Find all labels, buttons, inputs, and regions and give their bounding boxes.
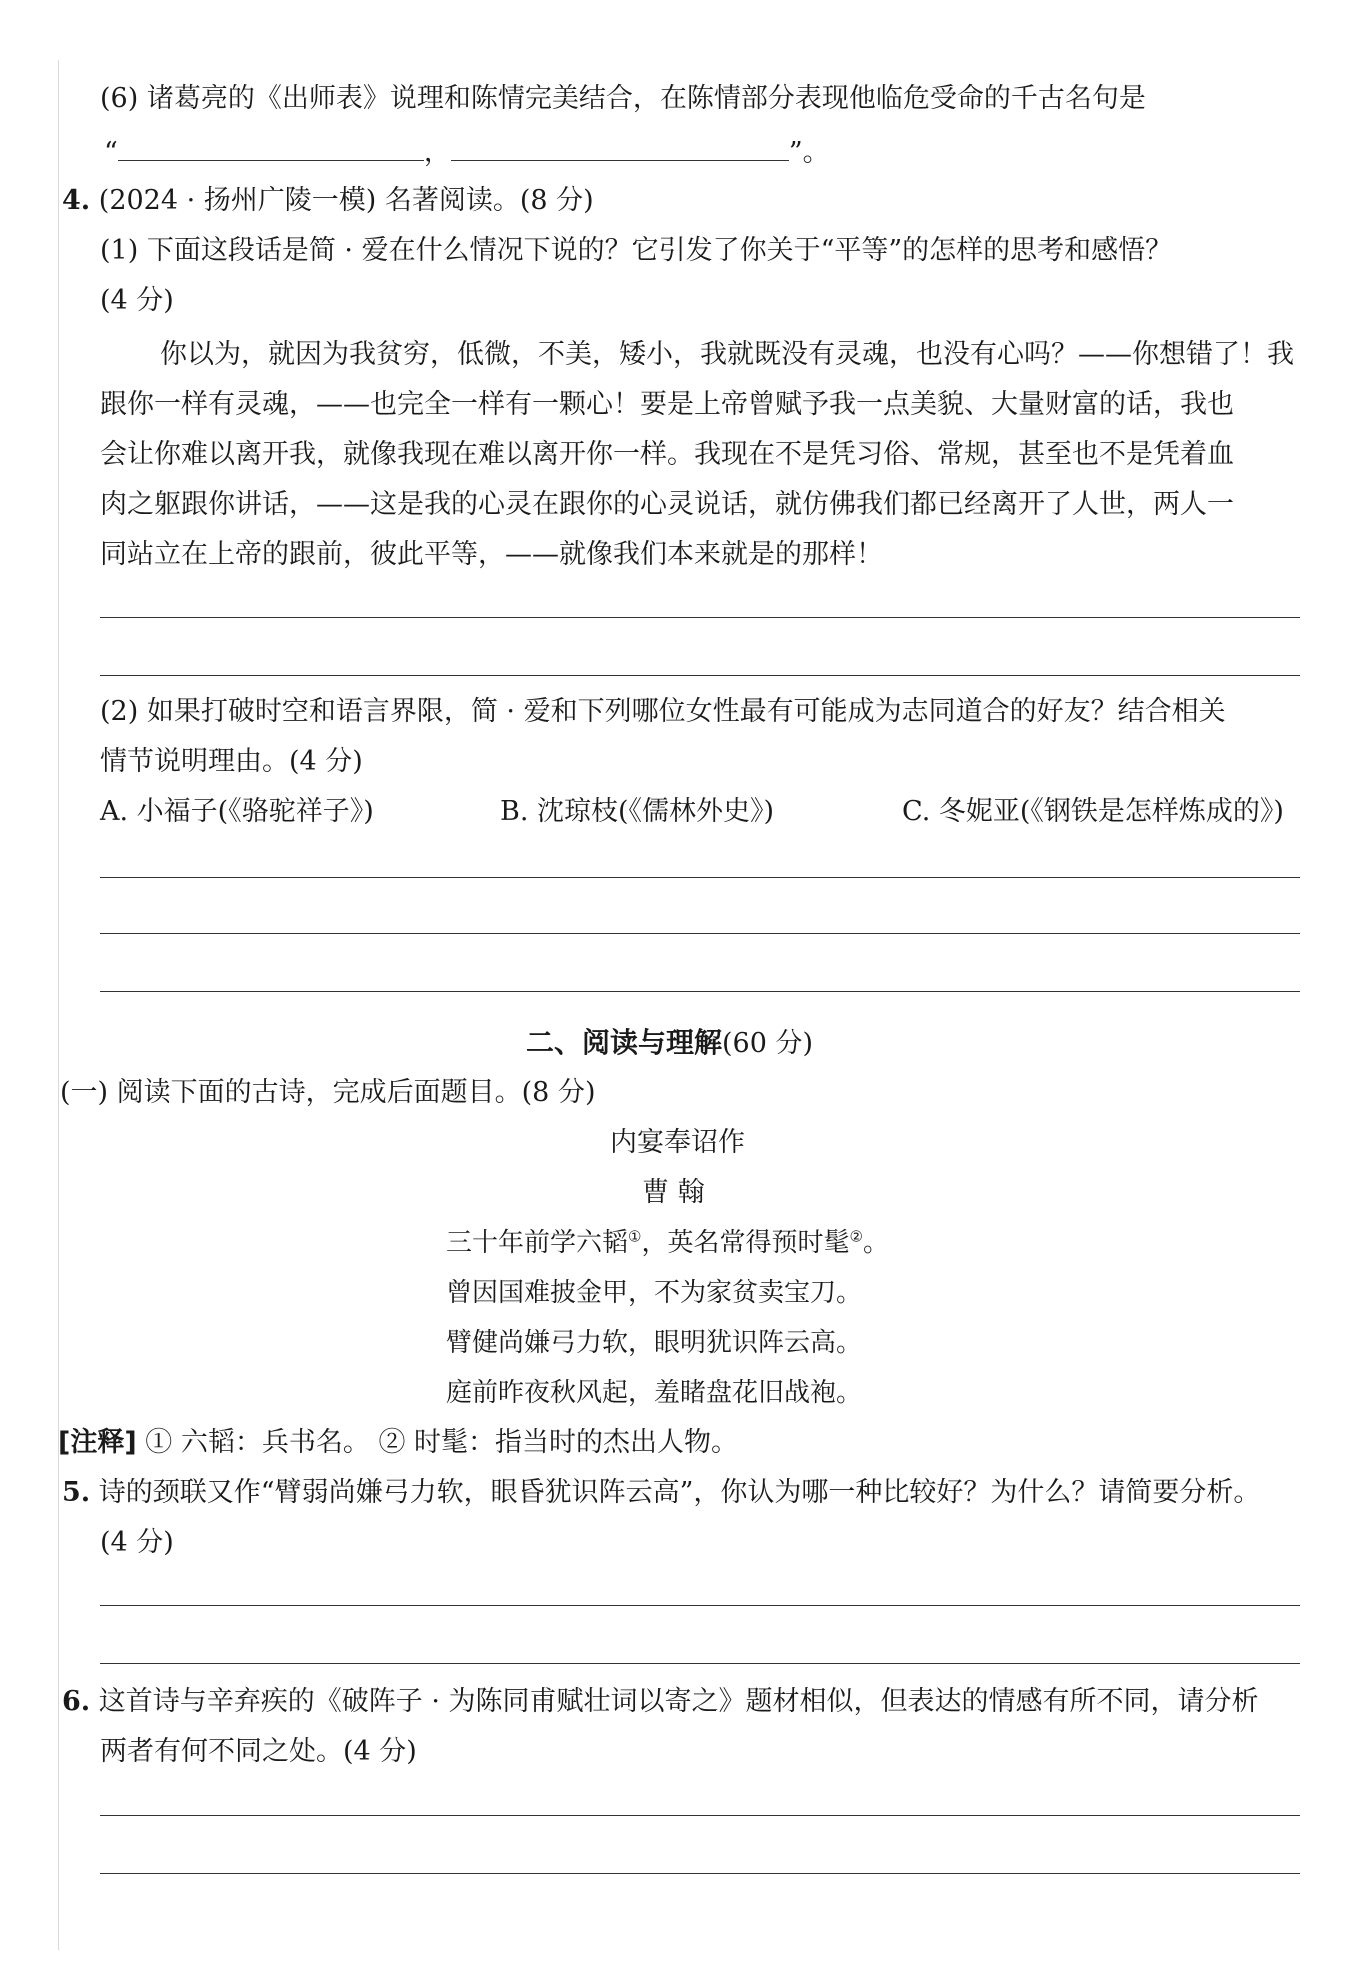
q4-1-line2: (4 分) [100,285,174,316]
poem-line: 臂健尚嫌弓力软，眼明犹识阵云高。 [446,1328,863,1358]
q5-line2: (4 分) [100,1527,174,1558]
section-heading-score: (60 分) [722,1028,814,1059]
answer-line[interactable] [100,991,1300,992]
quote-line: 跟你一样有灵魂，——也完全一样有一颗心！要是上帝曾赋予我一点美貌、大量财富的话，我也 [100,389,1234,420]
answer-line[interactable] [100,933,1300,934]
fill-blank-1[interactable] [118,159,424,161]
comma: ， [423,137,451,168]
answer-line[interactable] [100,1605,1300,1606]
q6-number: 6. [62,1686,91,1717]
q4-1-line1: (1) 下面这段话是简 · 爱在什么情况下说的？它引发了你关于“平等”的怎样的思考和感悟？ [100,235,1173,266]
q6 [62,1683,1259,1721]
answer-line[interactable] [100,877,1300,878]
q4-header [62,182,594,220]
footnote-marker: ① [628,1227,642,1246]
margin-rule [58,60,59,1950]
q6-text: 这首诗与辛弃疾的《破阵子 · 为陈同甫赋壮词以寄之》题材相似，但表达的情感有所不同，请分析 [98,1686,1259,1717]
q5-text: 诗的颈联又作“臂弱尚嫌弓力软，眼昏犹识阵云高”，你认为哪一种比较好？为什么？请简要分析。 [98,1477,1261,1508]
section-heading-text: 二、阅读与理解 [526,1026,723,1059]
poem-line: 庭前昨夜秋风起，羞睹盘花旧战袍。 [446,1378,863,1408]
option-a: A. 小福子(《骆驼祥子》) [100,796,374,827]
quote-line: 同站立在上帝的跟前，彼此平等，——就像我们本来就是的那样！ [100,539,883,570]
poem-text: 三十年前学六韬 [446,1228,629,1258]
q6-line2: 两者有何不同之处。(4 分) [100,1736,417,1767]
q3-6-text: (6) 诸葛亮的《出师表》说理和陈情完美结合，在陈情部分表现他临危受命的千古名句是 [100,83,1146,114]
option-b: B. 沈琼枝(《儒林外史》) [500,796,775,827]
q5 [62,1474,1260,1512]
poem-line: 曾因国难披金甲，不为家贫卖宝刀。 [446,1278,863,1308]
poem-text: 。 [862,1228,889,1258]
q4-number: 4. [62,185,91,216]
q5-number: 5. [62,1477,91,1508]
notes-label: [注释] [58,1427,137,1458]
footnote-marker: ② [849,1227,863,1246]
poem-line [446,1224,889,1262]
q4-header-text: (2024 · 扬州广陵一模) 名著阅读。(8 分) [98,185,594,216]
poem-notes [58,1424,738,1462]
quote-line: 会让你难以离开我，就像我现在难以离开你一样。我现在不是凭习俗、常规，甚至也不是凭着血 [100,439,1234,470]
q3-6-fill-row [104,134,830,172]
poem-text: ，英名常得预时髦 [641,1228,850,1258]
poem-author: 曹 翰 [642,1177,705,1208]
answer-line[interactable] [100,617,1300,618]
open-quote: “ [104,137,118,168]
fill-blank-2[interactable] [451,159,789,161]
quote-line: 肉之躯跟你讲话，——这是我的心灵在跟你的心灵说话，就仿佛我们都已经离开了人世，两人一 [100,489,1234,520]
close-quote: ”。 [788,137,830,168]
answer-line[interactable] [100,1663,1300,1664]
notes-text: ① 六韬：兵书名。 ② 时髦：指当时的杰出人物。 [145,1427,739,1458]
subsection-1: (一) 阅读下面的古诗，完成后面题目。(8 分) [60,1077,596,1108]
option-c: C. 冬妮亚(《钢铁是怎样炼成的》) [902,796,1284,827]
q4-2-line2: 情节说明理由。(4 分) [100,746,363,777]
answer-line[interactable] [100,1815,1300,1816]
answer-line[interactable] [100,675,1300,676]
section-heading [526,1024,813,1063]
poem-title: 内宴奉诏作 [610,1127,745,1158]
answer-line[interactable] [100,1873,1300,1874]
quote-line: 你以为，就因为我贫穷，低微，不美，矮小，我就既没有灵魂，也没有心吗？——你想错了！我 [160,339,1294,370]
q4-2-line1: (2) 如果打破时空和语言界限，简 · 爱和下列哪位女性最有可能成为志同道合的好友？结合相关 [100,696,1226,727]
